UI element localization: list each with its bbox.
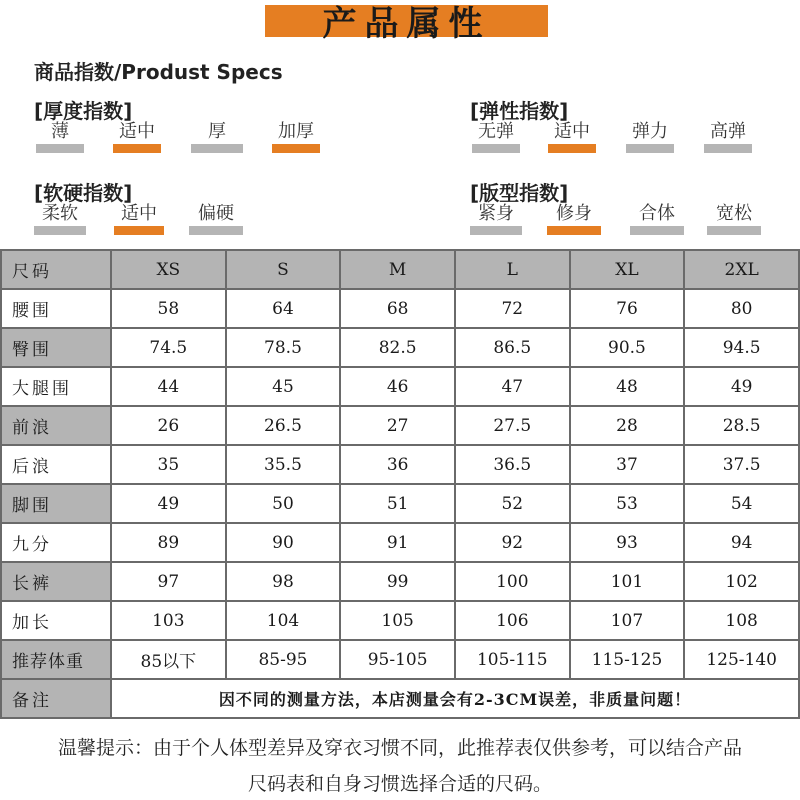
option-indicator xyxy=(626,144,674,153)
table-cell: 28 xyxy=(570,406,685,445)
option-indicator xyxy=(36,144,84,153)
header-cell: S xyxy=(226,250,341,289)
table-cell: 27.5 xyxy=(455,406,570,445)
table-cell: 93 xyxy=(570,523,685,562)
table-cell: 86.5 xyxy=(455,328,570,367)
size-chart-table xyxy=(0,249,800,719)
row-label: 脚围 xyxy=(1,484,111,523)
table-row xyxy=(1,484,799,523)
table-cell: 94.5 xyxy=(684,328,799,367)
table-cell: 98 xyxy=(226,562,341,601)
option-indicator xyxy=(548,144,596,153)
table-cell: 36.5 xyxy=(455,445,570,484)
table-cell: 53 xyxy=(570,484,685,523)
option-label: 无弹 xyxy=(478,121,514,142)
fit-option-loose xyxy=(704,202,764,235)
note-row xyxy=(1,679,799,718)
row-label: 推荐体重 xyxy=(1,640,111,679)
option-label: 宽松 xyxy=(716,203,752,224)
option-label: 适中 xyxy=(554,121,590,142)
table-cell: 74.5 xyxy=(111,328,226,367)
table-cell: 26.5 xyxy=(226,406,341,445)
table-row xyxy=(1,328,799,367)
table-row xyxy=(1,523,799,562)
option-label: 紧身 xyxy=(478,203,514,224)
index-title-thickness: [厚度指数] xyxy=(34,99,133,123)
table-cell: 54 xyxy=(684,484,799,523)
fit-option-tight xyxy=(466,202,526,235)
table-cell: 26 xyxy=(111,406,226,445)
table-cell: 105-115 xyxy=(455,640,570,679)
table-cell: 85以下 xyxy=(111,640,226,679)
option-indicator xyxy=(470,226,522,235)
table-row xyxy=(1,406,799,445)
option-indicator xyxy=(191,144,243,153)
option-indicator xyxy=(114,226,164,235)
table-cell: 72 xyxy=(455,289,570,328)
table-cell: 68 xyxy=(340,289,455,328)
row-label: 臀围 xyxy=(1,328,111,367)
option-label: 柔软 xyxy=(42,203,78,224)
softness-option-soft xyxy=(30,202,90,235)
index-title-elasticity: [弹性指数] xyxy=(470,99,569,123)
table-cell: 100 xyxy=(455,562,570,601)
option-label: 薄 xyxy=(51,121,69,142)
size-header-row xyxy=(1,250,799,289)
table-cell: 36 xyxy=(340,445,455,484)
table-cell: 64 xyxy=(226,289,341,328)
option-indicator xyxy=(272,144,320,153)
table-cell: 90.5 xyxy=(570,328,685,367)
header-cell: XS xyxy=(111,250,226,289)
elasticity-option-none xyxy=(466,120,526,153)
table-cell: 78.5 xyxy=(226,328,341,367)
option-label: 修身 xyxy=(556,203,592,224)
option-indicator xyxy=(630,226,684,235)
table-cell: 91 xyxy=(340,523,455,562)
index-title-fit: [版型指数] xyxy=(470,181,569,205)
table-cell: 51 xyxy=(340,484,455,523)
table-cell: 92 xyxy=(455,523,570,562)
option-indicator xyxy=(704,144,752,153)
thickness-option-medium xyxy=(107,120,167,153)
table-cell: 46 xyxy=(340,367,455,406)
table-cell: 89 xyxy=(111,523,226,562)
table-row xyxy=(1,445,799,484)
option-label: 适中 xyxy=(119,121,155,142)
table-row xyxy=(1,601,799,640)
option-indicator xyxy=(113,144,161,153)
table-cell: 104 xyxy=(226,601,341,640)
table-cell: 115-125 xyxy=(570,640,685,679)
header-cell: 2XL xyxy=(684,250,799,289)
table-row xyxy=(1,562,799,601)
table-cell: 52 xyxy=(455,484,570,523)
softness-option-hard xyxy=(186,202,246,235)
table-cell: 90 xyxy=(226,523,341,562)
option-label: 偏硬 xyxy=(198,203,234,224)
table-cell: 106 xyxy=(455,601,570,640)
header-cell: L xyxy=(455,250,570,289)
table-cell: 49 xyxy=(111,484,226,523)
tip-line-2: 尺码表和自身习惯选择合适的尺码。 xyxy=(247,773,552,795)
header-cell-size: 尺码 xyxy=(1,250,111,289)
table-cell: 48 xyxy=(570,367,685,406)
option-indicator xyxy=(189,226,243,235)
table-cell: 80 xyxy=(684,289,799,328)
table-cell: 58 xyxy=(111,289,226,328)
note-label: 备注 xyxy=(1,679,111,718)
option-label: 适中 xyxy=(121,203,157,224)
header-cell: M xyxy=(340,250,455,289)
table-cell: 101 xyxy=(570,562,685,601)
fit-option-slim xyxy=(544,202,604,235)
table-cell: 102 xyxy=(684,562,799,601)
row-label: 腰围 xyxy=(1,289,111,328)
note-text: 因不同的测量方法，本店测量会有2-3CM误差，非质量问题！ xyxy=(111,679,799,718)
table-cell: 28.5 xyxy=(684,406,799,445)
option-label: 厚 xyxy=(208,121,226,142)
table-row xyxy=(1,289,799,328)
table-row xyxy=(1,367,799,406)
table-cell: 99 xyxy=(340,562,455,601)
row-label: 加长 xyxy=(1,601,111,640)
table-cell: 125-140 xyxy=(684,640,799,679)
table-cell: 85-95 xyxy=(226,640,341,679)
table-cell: 27 xyxy=(340,406,455,445)
row-label: 前浪 xyxy=(1,406,111,445)
table-cell: 103 xyxy=(111,601,226,640)
option-label: 加厚 xyxy=(278,121,314,142)
header-cell: XL xyxy=(570,250,685,289)
option-indicator xyxy=(472,144,520,153)
option-indicator xyxy=(34,226,86,235)
table-cell: 47 xyxy=(455,367,570,406)
option-indicator xyxy=(707,226,761,235)
thickness-option-extra-thick xyxy=(266,120,326,153)
option-label: 弹力 xyxy=(632,121,668,142)
elasticity-option-medium xyxy=(542,120,602,153)
thickness-option-thick xyxy=(187,120,247,153)
table-cell: 37.5 xyxy=(684,445,799,484)
table-cell: 35.5 xyxy=(226,445,341,484)
index-title-softness: [软硬指数] xyxy=(34,181,133,205)
table-cell: 76 xyxy=(570,289,685,328)
table-cell: 108 xyxy=(684,601,799,640)
table-cell: 50 xyxy=(226,484,341,523)
table-cell: 95-105 xyxy=(340,640,455,679)
option-label: 合体 xyxy=(639,203,675,224)
softness-option-medium xyxy=(109,202,169,235)
table-cell: 49 xyxy=(684,367,799,406)
table-cell: 94 xyxy=(684,523,799,562)
row-label: 九分 xyxy=(1,523,111,562)
row-label: 后浪 xyxy=(1,445,111,484)
table-cell: 37 xyxy=(570,445,685,484)
table-row xyxy=(1,640,799,679)
row-label: 大腿围 xyxy=(1,367,111,406)
elasticity-option-high xyxy=(698,120,758,153)
option-indicator xyxy=(547,226,601,235)
elasticity-option-elastic xyxy=(620,120,680,153)
table-cell: 82.5 xyxy=(340,328,455,367)
table-cell: 105 xyxy=(340,601,455,640)
table-cell: 107 xyxy=(570,601,685,640)
option-label: 高弹 xyxy=(710,121,746,142)
table-cell: 44 xyxy=(111,367,226,406)
row-label: 长裤 xyxy=(1,562,111,601)
table-cell: 97 xyxy=(111,562,226,601)
table-cell: 35 xyxy=(111,445,226,484)
specs-subtitle: 商品指数/Produst Specs xyxy=(34,60,283,84)
page-title: 产品属性 xyxy=(322,4,491,44)
fit-option-regular xyxy=(627,202,687,235)
table-cell: 45 xyxy=(226,367,341,406)
thickness-option-thin xyxy=(30,120,90,153)
tip-line-1: 温馨提示：由于个人体型差异及穿衣习惯不同，此推荐表仅供参考，可以结合产品 xyxy=(57,737,742,759)
